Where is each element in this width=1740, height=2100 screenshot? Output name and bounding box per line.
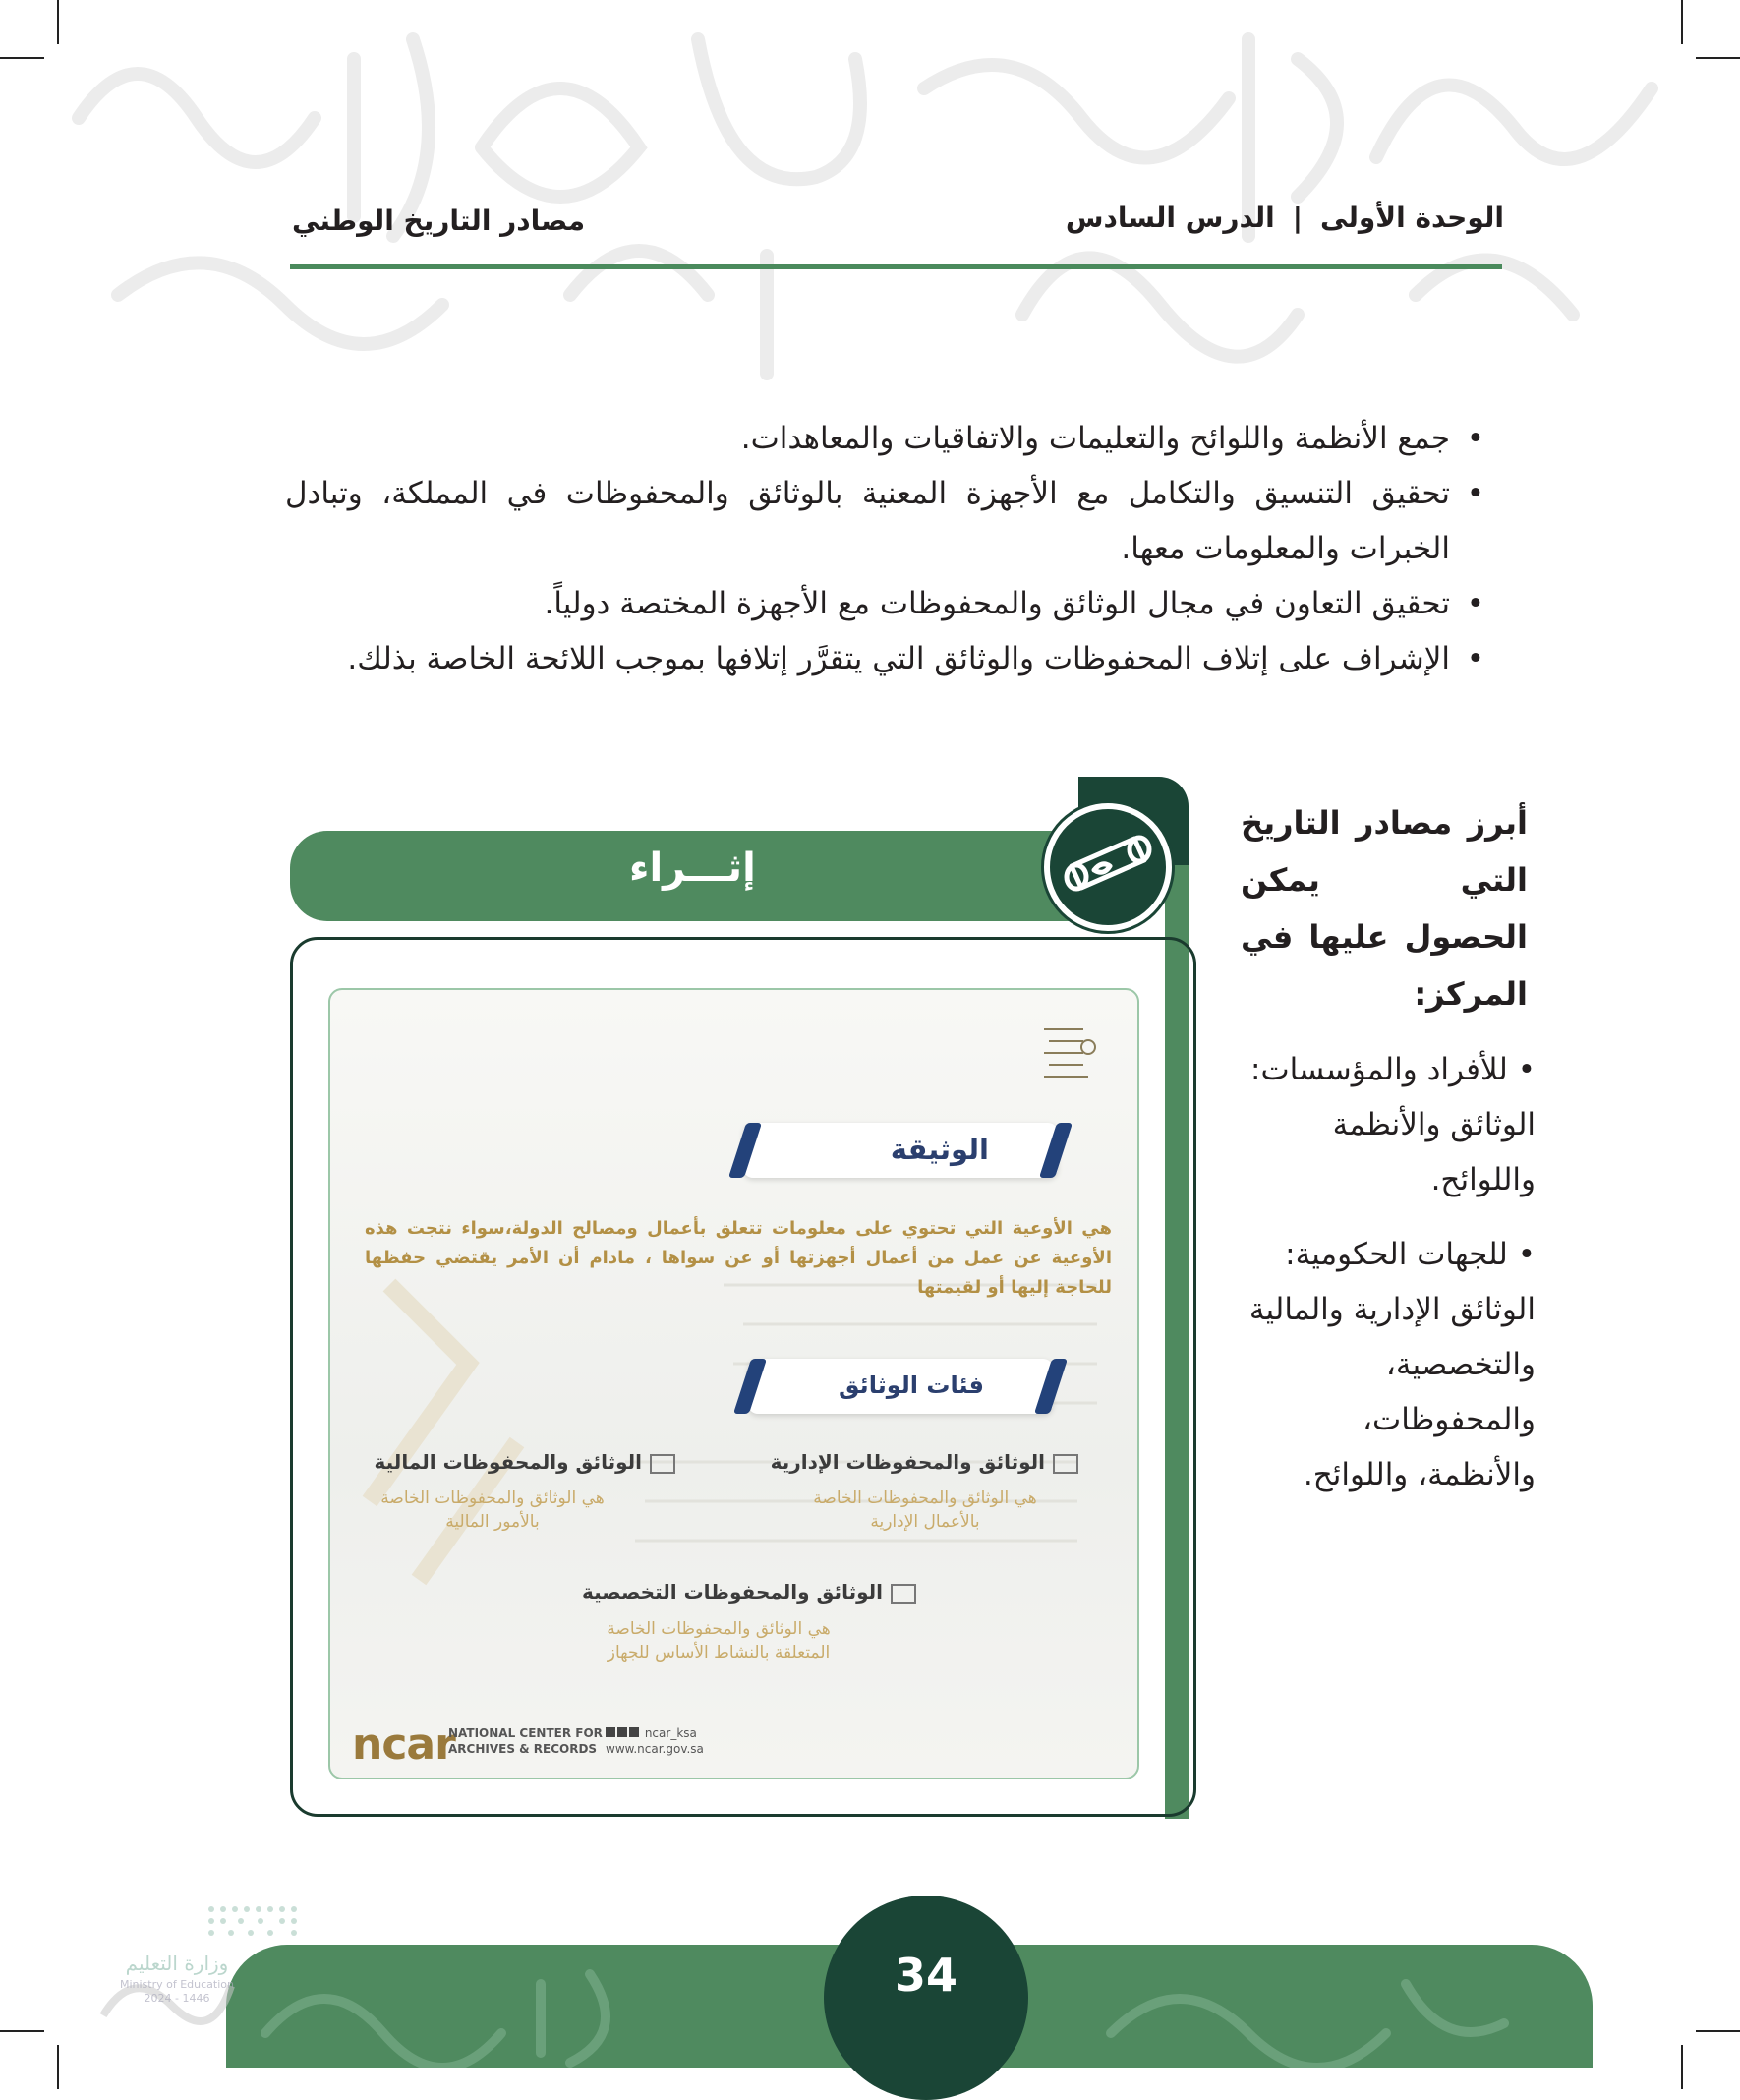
list-item: • تحقيق التعاون في مجال الوثائق والمحفوظات مع الأجهزة المختصة دولياً. — [285, 576, 1484, 631]
crop-mark — [57, 2045, 59, 2089]
list-item: • تحقيق التنسيق والتكامل مع الأجهزة المعنية بالوثائق والمحفوظات في المملكة، وتبادل الخبرات والمعلومات معها. — [285, 466, 1484, 576]
ncar-org-name: NATIONAL CENTER FOR ARCHIVES & RECORDS — [448, 1726, 603, 1756]
admin-docs-icon — [1053, 1454, 1078, 1474]
category-specialized-desc: هي الوثائق والمحفوظات الخاصة المتعلقة بالنشاط الأساس للجهاز — [607, 1619, 831, 1662]
document-heading: الوثيقة — [890, 1133, 989, 1166]
instagram-icon — [617, 1727, 627, 1737]
list-item: • الإشراف على إتلاف المحفوظات والوثائق التي يتقرَّر إتلافها بموجب اللائحة الخاصة بذلك. — [285, 631, 1484, 686]
side-note-government: • للجهات الحكومية: الوثائق الإدارية والمالية والتخصصية، والمحفوظات، والأنظمة، واللوائح. — [1248, 1237, 1536, 1492]
category-admin-title: الوثائق والمحفوظات الإدارية — [771, 1450, 1078, 1474]
running-header-topic: مصادر التاريخ الوطني — [292, 204, 586, 237]
enrichment-title: إثـــراء — [629, 846, 756, 891]
document-heading-pill — [743, 1123, 1058, 1178]
crop-mark — [0, 2030, 44, 2032]
category-finance-desc: هي الوثائق والمحفوظات الخاصة بالأمور المالية — [380, 1488, 605, 1532]
running-header-unit-lesson — [1066, 202, 1504, 234]
specialized-docs-icon — [891, 1584, 916, 1604]
crop-mark — [0, 57, 44, 59]
ministry-name-ar: وزارة التعليم — [125, 1952, 229, 1975]
categories-heading: فئات الوثائق — [839, 1371, 984, 1399]
finance-docs-icon — [650, 1454, 675, 1474]
crop-mark — [1681, 2045, 1683, 2089]
website: www.ncar.gov.sa — [606, 1742, 704, 1756]
ministry-name-en: Ministry of Education 2024 - 1446 — [119, 1978, 234, 2005]
header-rule — [290, 264, 1502, 269]
list-item: • جمع الأنظمة واللوائح والتعليمات والاتفاقيات والمعاهدات. — [285, 411, 1484, 466]
ncar-emblem-icon — [1034, 1020, 1103, 1093]
social-handle: ncar_ksa — [644, 1726, 697, 1740]
side-note-body — [1241, 1042, 1536, 1522]
responsibilities-list — [285, 411, 1484, 686]
scroll-icon — [1044, 803, 1172, 931]
header-separator: | — [1292, 202, 1303, 234]
category-specialized-title: الوثائق والمحفوظات التخصصية — [582, 1580, 916, 1604]
crop-mark — [1696, 57, 1740, 59]
category-admin-desc: هي الوثائق والمحفوظات الخاصة بالأعمال الإدارية — [813, 1488, 1037, 1532]
crop-mark — [57, 0, 59, 44]
crop-mark — [1681, 0, 1683, 44]
youtube-icon — [629, 1727, 639, 1737]
ncar-contacts — [606, 1725, 704, 1757]
ncar-logo: ncar — [352, 1720, 455, 1770]
category-finance-title: الوثائق والمحفوظات المالية — [375, 1450, 675, 1474]
side-note-individuals: • للأفراد والمؤسسات: الوثائق والأنظمة واللوائح. — [1250, 1052, 1536, 1197]
page-number: 34 — [894, 1949, 957, 2002]
lesson-label: الدرس السادس — [1065, 202, 1275, 234]
ncar-infographic — [328, 988, 1139, 1779]
unit-label: الوحدة الأولى — [1320, 202, 1504, 234]
categories-heading-pill — [748, 1359, 1053, 1414]
side-note-title: أبرز مصادر التاريخ التي يمكن الحصول عليها في المركز: — [1241, 804, 1528, 1013]
document-definition: هي الأوعية التي تحتوي على معلومات تتعلق بأعمال ومصالح الدولة،سواء نتجت هذه الأوعية عن عمل من أعمال أجهزتها أو عن سواها ، مادام أن الأمر يقتضي حفظها للحاجة إليها أو لقيمتها — [365, 1218, 1112, 1298]
crop-mark — [1696, 2030, 1740, 2032]
twitter-icon — [606, 1727, 615, 1737]
